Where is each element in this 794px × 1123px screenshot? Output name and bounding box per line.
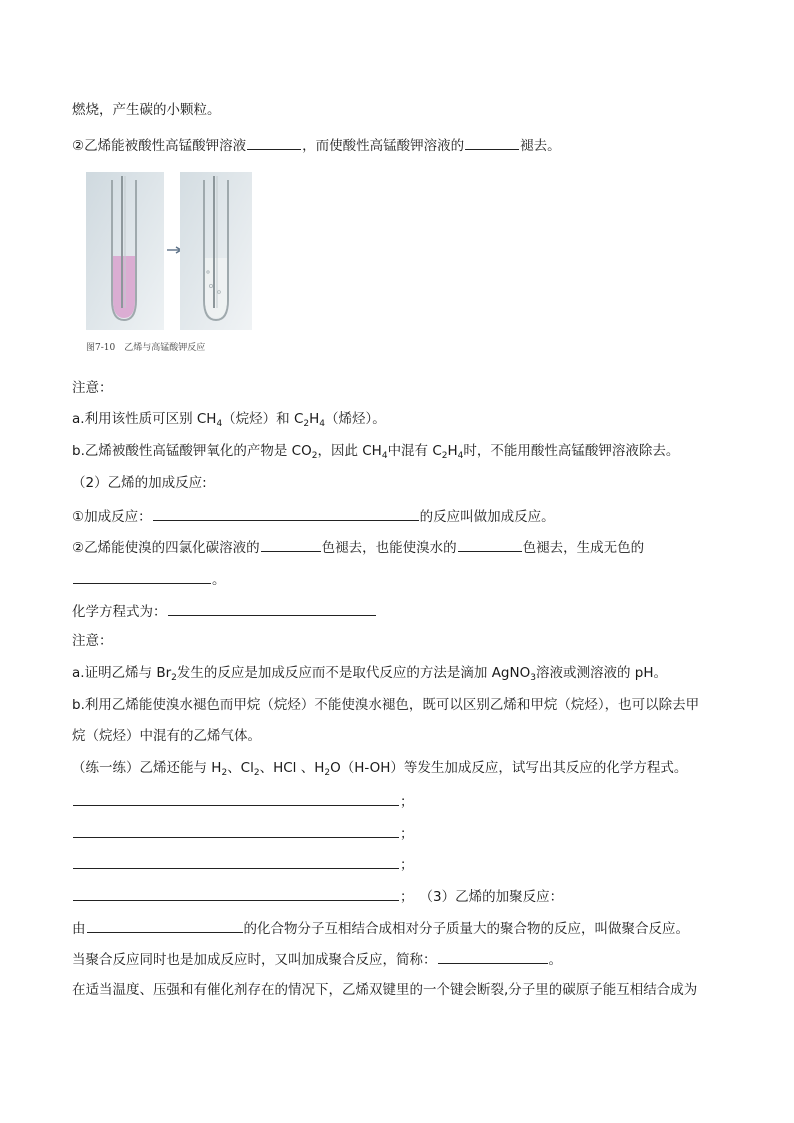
fill-blank[interactable] <box>73 853 399 869</box>
test-tube-illustration <box>72 168 260 360</box>
text-line: 在适当温度、压强和有催化剂存在的情况下，乙烯双键里的一个键会断裂,分子里的碳原子能互相结合成为 <box>72 982 698 998</box>
text-line: 当聚合反应同时也是加成反应时，又叫加成聚合反应，简称： 。 <box>72 948 562 970</box>
figure-caption: 图7-10 乙烯与高锰酸钾反应 <box>86 343 206 353</box>
fill-blank[interactable] <box>458 536 522 552</box>
text-line: a.证明乙烯与 $Br_2$发生的反应是加成反应而不是取代反应的方法是滴加 AgNO$_3$溶液或测溶液的 pH。 <box>72 665 667 683</box>
fill-blank[interactable] <box>247 134 301 150</box>
fill-blank[interactable] <box>168 600 376 616</box>
text-line: b.乙烯被酸性高锰酸钾氧化的产物是 $CO_2$，因此 $CH_4$中混有 $C_2H_4$时，不能用酸性高锰酸钾溶液除去。 <box>72 443 680 461</box>
text-line: （练一练）乙烯还能与 $H_2$、$Cl_2$、HCl 、$H_2O(H-OH)$等发生加成反应，试写出其反应的化学方程式。 <box>72 760 688 778</box>
answer-line: ； （3）乙烯的加聚反应： <box>72 885 563 907</box>
fill-blank[interactable] <box>73 885 399 901</box>
text-line: a.利用该性质可区别 $CH_4$（烷烃）和 $C_2H_4$（烯烃）。 <box>72 411 386 429</box>
text-line: 注意： <box>72 380 113 396</box>
section-heading: （2）乙烯的加成反应: <box>72 475 207 491</box>
text-line: b.利用乙烯能使溴水褪色而甲烷（烷烃）不能使溴水褪色，既可以区别乙烯和甲烷（烷烃），也可以除去甲 <box>72 697 700 713</box>
text-line: 。 <box>72 568 226 590</box>
clear-solution <box>205 258 227 318</box>
purple-solution <box>113 256 135 318</box>
fill-blank[interactable] <box>261 536 321 552</box>
answer-line: ； <box>72 822 414 844</box>
section-heading: （3）乙烯的加聚反应： <box>419 889 564 905</box>
text-line: 烷（烷烃）中混有的乙烯气体。 <box>72 728 261 744</box>
fill-blank[interactable] <box>87 917 243 933</box>
fill-blank[interactable] <box>73 822 399 838</box>
text-line: 注意： <box>72 633 113 649</box>
text-line: ②乙烯能使溴的四氯化碳溶液的 色褪去，也能使溴水的 色褪去，生成无色的 <box>72 536 644 558</box>
fill-blank[interactable] <box>73 568 211 584</box>
fill-blank[interactable] <box>153 505 419 521</box>
fill-blank[interactable] <box>465 134 519 150</box>
answer-line: ； <box>72 853 414 875</box>
test-tube-figure <box>72 168 260 360</box>
text-line: ①加成反应： 的反应叫做加成反应。 <box>72 505 555 527</box>
answer-line: ； <box>72 790 414 812</box>
text-line: 燃烧，产生碳的小颗粒。 <box>72 102 221 118</box>
fill-blank[interactable] <box>73 790 399 806</box>
text-line: 化学方程式为： <box>72 600 377 622</box>
text-line: ②乙烯能被酸性高锰酸钾溶液 ，而使酸性高锰酸钾溶液的 褪去。 <box>72 134 561 156</box>
fill-blank[interactable] <box>438 948 548 964</box>
text-line: 由 的化合物分子互相结合成相对分子质量大的聚合物的反应，叫做聚合反应。 <box>72 917 689 939</box>
